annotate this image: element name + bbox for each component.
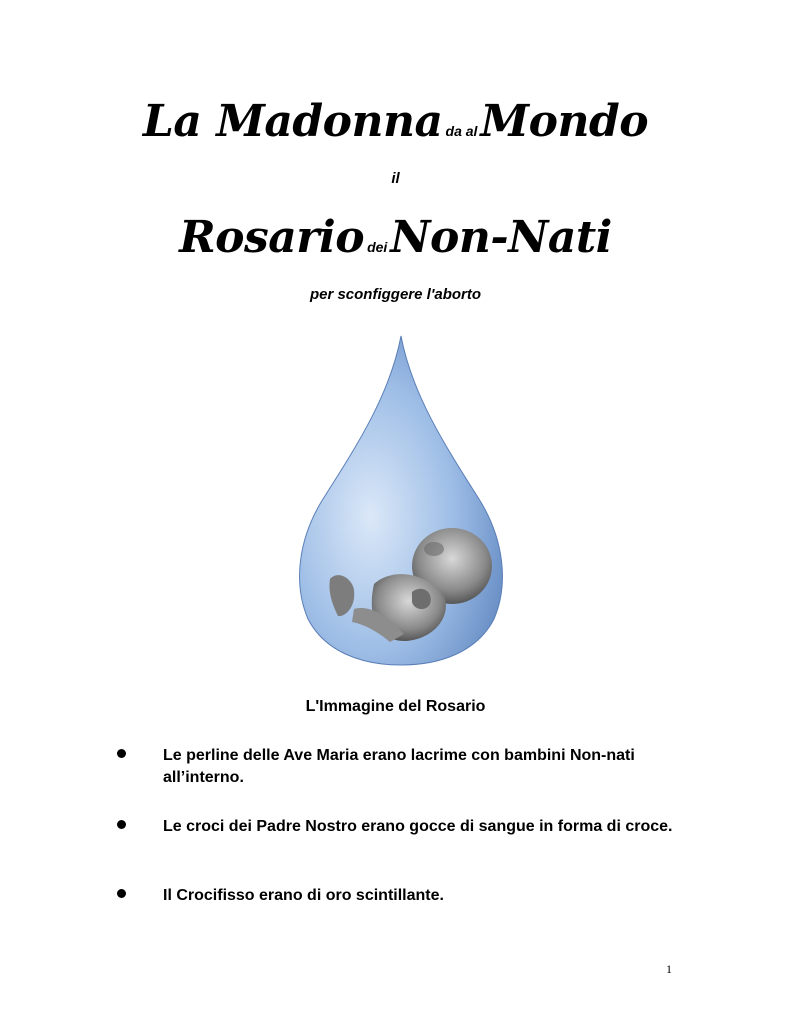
bullet-icon (117, 820, 126, 829)
bullet-text-3: Il Crocifisso erano di oro scintillante. (163, 887, 444, 904)
title-small-da-al: da al (445, 123, 478, 139)
title-part-rosario: Rosario (179, 212, 365, 263)
section-heading: L'Immagine del Rosario (305, 698, 486, 715)
title-connector: il (391, 170, 400, 187)
title-line-2 (0, 212, 791, 263)
bullet-text-1: Le perline delle Ave Maria erano lacrime con bambini Non-nati all’interno. (163, 747, 635, 786)
title-part-madonna: La Madonna (142, 96, 443, 147)
teardrop-baby-image (294, 334, 508, 666)
page-number: 1 (666, 962, 672, 976)
subtitle: per sconfiggere l'aborto (309, 286, 482, 303)
title-line-1 (0, 96, 791, 147)
title-small-dei: dei (367, 239, 388, 255)
title-part-mondo: Mondo (480, 96, 649, 147)
bullet-text-2: Le croci dei Padre Nostro erano gocce di sangue in forma di croce. (163, 818, 673, 835)
title-part-non-nati: Non-Nati (390, 212, 612, 263)
bullet-icon (117, 749, 126, 758)
bullet-icon (117, 889, 126, 898)
